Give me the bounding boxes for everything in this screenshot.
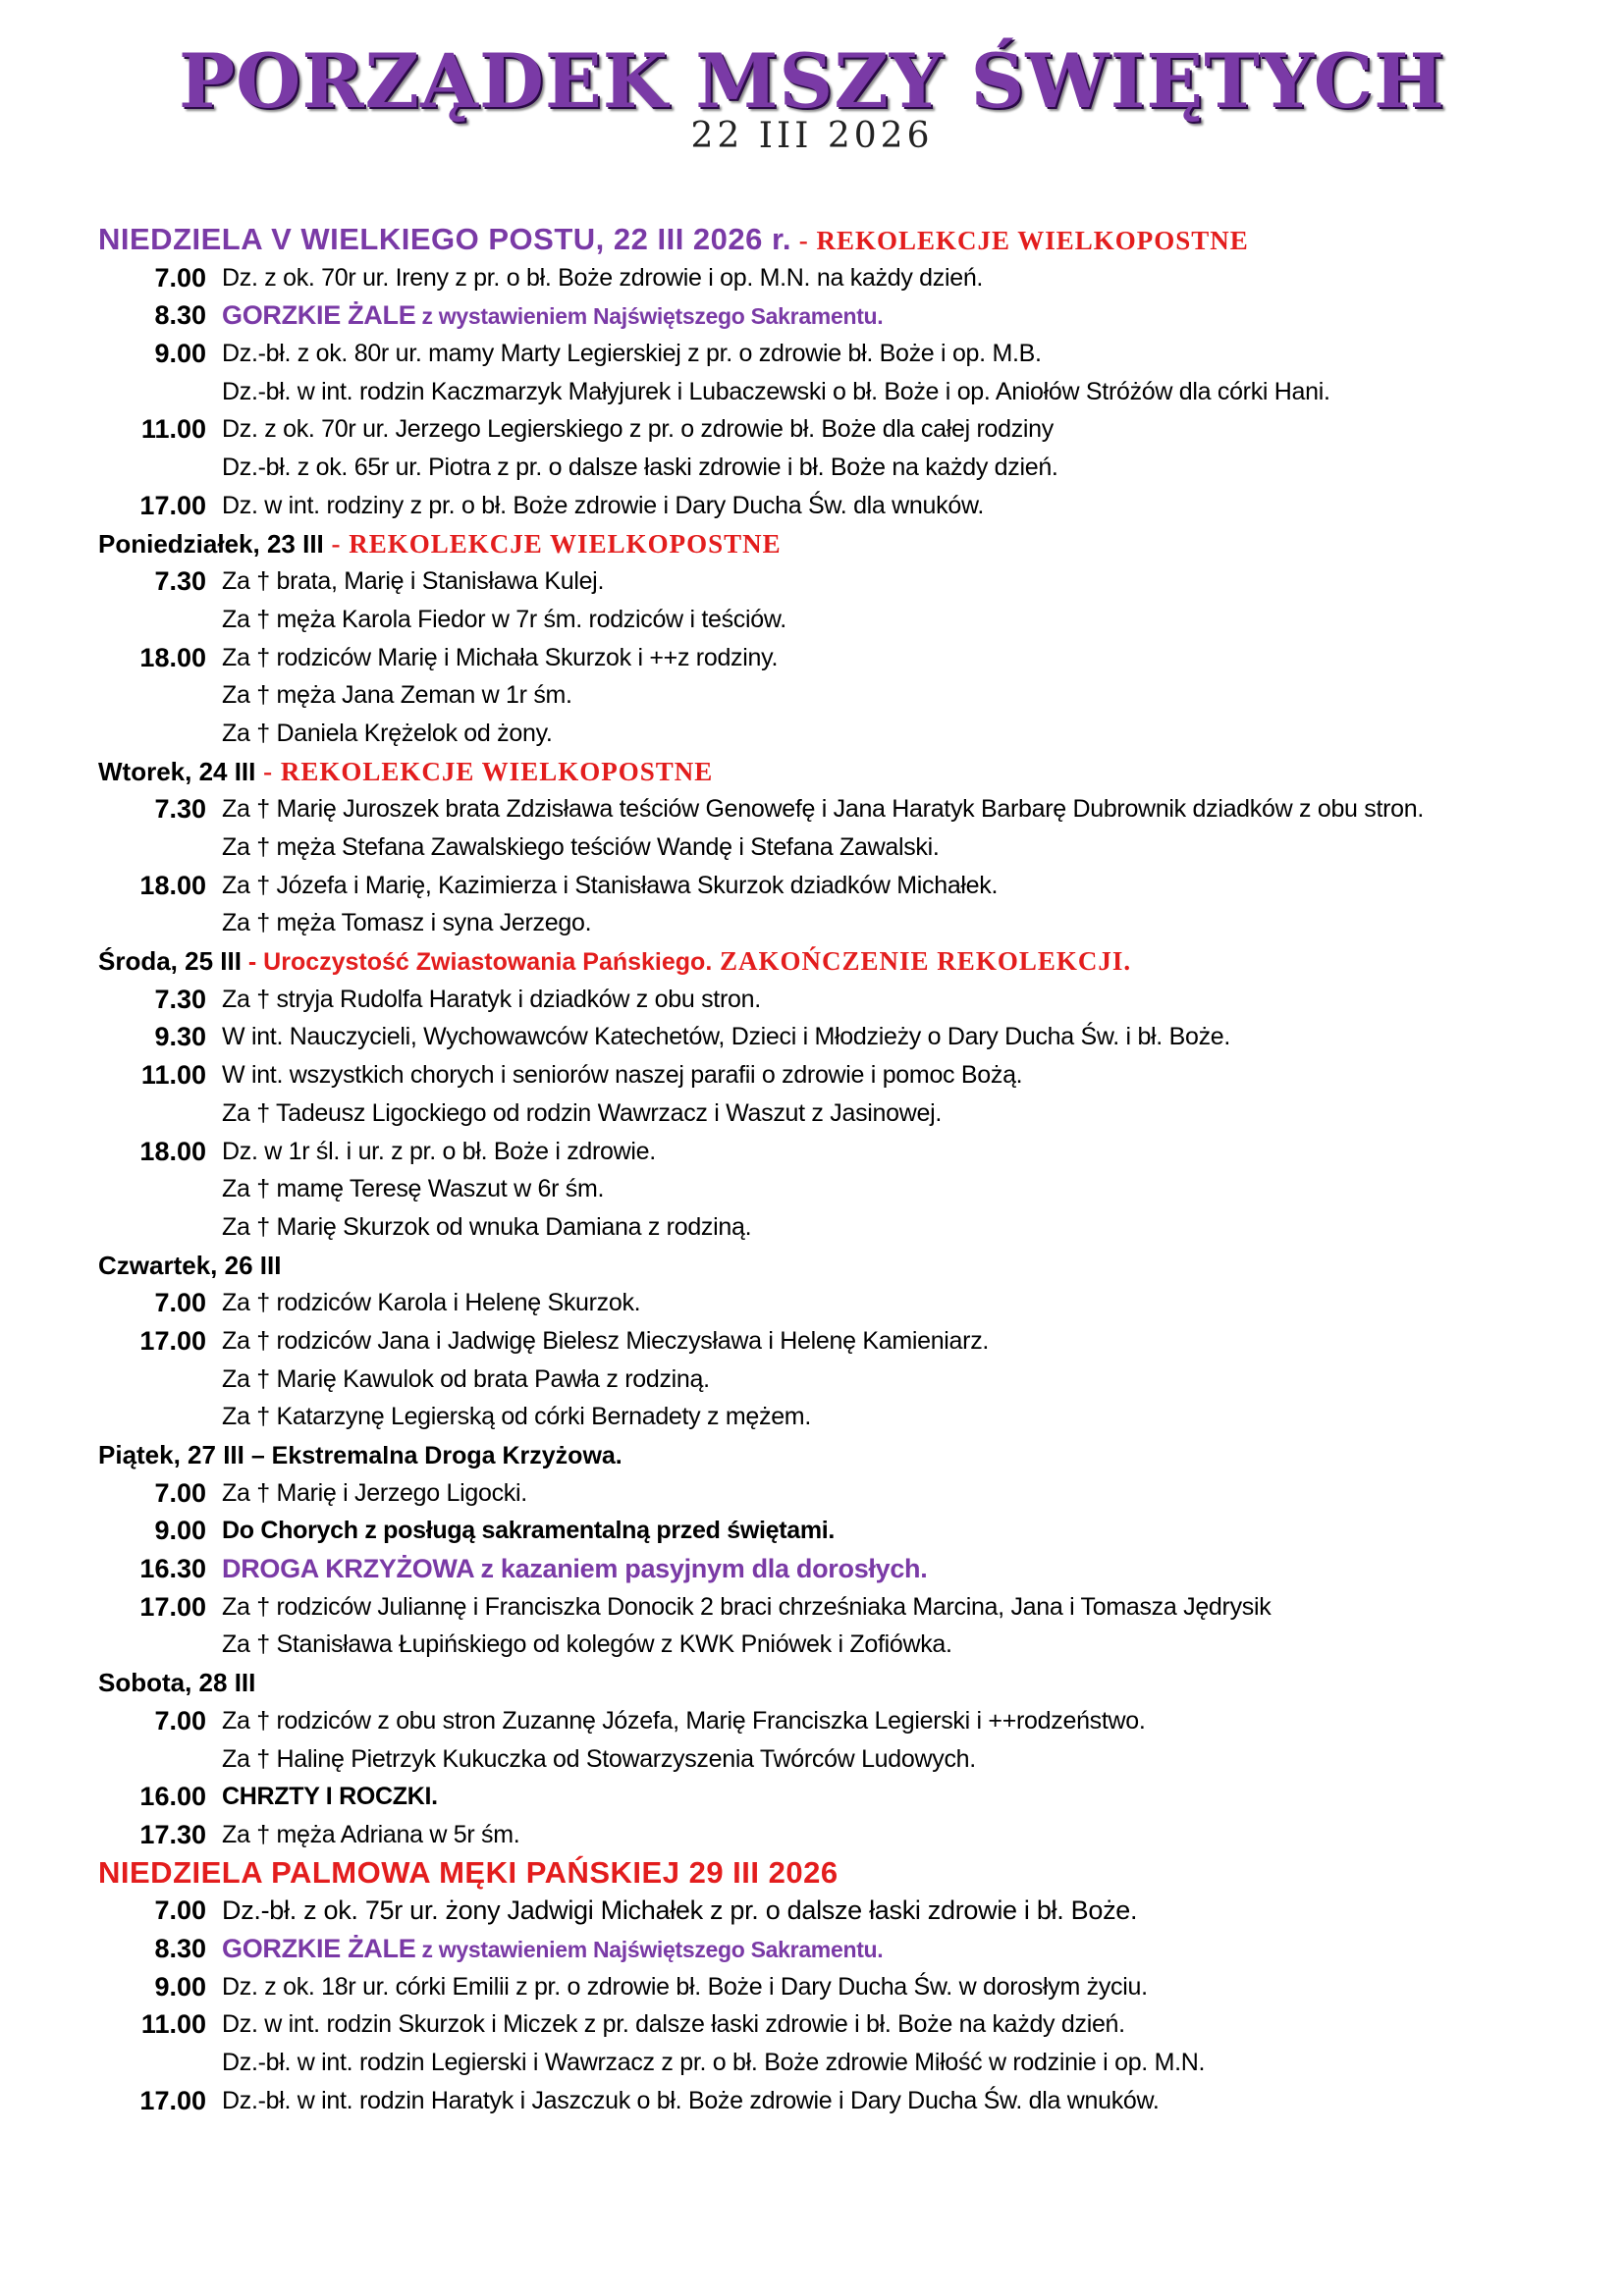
mass-time: 17.00 (139, 2085, 206, 2115)
mass-intention-text: Za † męża Tomasz i syna Jerzego. (222, 909, 592, 937)
mass-intention-text: Dz.-bł. z ok. 65r ur. Piotra z pr. o dalsze łaski zdrowie i bł. Boże na każdy dzień. (222, 454, 1058, 482)
mass-intention-text: Za † męża Jana Zeman w 1r śm. (222, 681, 572, 710)
mass-intention-text: Za † Tadeusz Ligockiego od rodzin Wawrzacz i Waszut z Jasinowej. (222, 1098, 942, 1127)
day-label: Piątek, 27 III (98, 1440, 244, 1469)
mass-intention-text: Za † męża Karola Fiedor w 7r śm. rodziców i teściów. (222, 605, 786, 633)
mass-intention (222, 1550, 927, 1588)
mass-entry (98, 1398, 1591, 1436)
mass-intention (222, 1512, 835, 1550)
mass-time: 18.00 (139, 1136, 206, 1166)
mass-entry (98, 867, 1591, 905)
mass-entry (98, 1322, 1591, 1361)
mass-intention-text: Za † mamę Teresę Waszut w 6r śm. (222, 1175, 605, 1203)
day-label: NIEDZIELA V WIELKIEGO POSTU, 22 III 2026 r. (98, 222, 791, 256)
mass-entry (98, 449, 1591, 487)
mass-intention (222, 1056, 1022, 1095)
day-heading (98, 1854, 1591, 1893)
mass-intention-text: W int. Nauczycieli, Wychowawców Katechetów, Dzieci i Młodzieży o Dary Ducha Św. i bł. Boże. (222, 1023, 1231, 1051)
mass-intention-text: GORZKIE ŻALE (222, 300, 416, 331)
mass-intention-text: Za † męża Adriana w 5r śm. (222, 1820, 520, 1848)
mass-schedule (98, 221, 1591, 2119)
mass-time: 7.30 (154, 794, 206, 825)
mass-intention-text: Dz. z ok. 70r ur. Ireny z pr. o bł. Boże zdrowie i op. M.N. na każdy dzień. (222, 263, 984, 292)
mass-intention-text: Do Chorych z posługą sakramentalną przed świętami. (222, 1517, 836, 1545)
day-label: NIEDZIELA PALMOWA MĘKI PAŃSKIEJ 29 III 2026 (98, 1854, 839, 1890)
mass-intention (222, 1816, 519, 1854)
mass-intention-text: GORZKIE ŻALE (222, 1933, 416, 1963)
mass-intention (222, 904, 591, 942)
mass-intention-text: Dz. w int. rodzin Skurzok i Miczek z pr. dalsze łaski zdrowie i bł. Boże na każdy dzień. (222, 2010, 1125, 2039)
day-note: - REKOLEKCJE WIELKOPOSTNE (255, 756, 714, 786)
mass-time: 9.00 (154, 1516, 206, 1546)
mass-intention-text: Za † Marię i Jerzego Ligocki. (222, 1478, 527, 1507)
day-heading (98, 1664, 1591, 1702)
mass-intention (222, 601, 786, 639)
mass-entry (98, 373, 1591, 411)
mass-intention (222, 1133, 656, 1171)
mass-entry (98, 1056, 1591, 1095)
mass-entry (98, 828, 1591, 867)
mass-entry (98, 1740, 1591, 1779)
mass-intention (222, 2044, 1205, 2082)
mass-time: 17.00 (139, 1325, 206, 1356)
day-note: ZAKOŃCZENIE REKOLEKCJI. (712, 946, 1132, 977)
mass-intention-text: Za † stryja Rudolfa Haratyk i dziadków z obu stron. (222, 985, 761, 1013)
mass-entry (98, 1930, 1591, 1968)
mass-entry (98, 981, 1591, 1019)
mass-entry (98, 2044, 1591, 2082)
day-heading (98, 221, 1591, 259)
mass-intention-text: Dz. w 1r śl. i ur. z pr. o bł. Boże i zdrowie. (222, 1137, 656, 1165)
mass-intention-text: Za † rodziców Juliannę i Franciszka Donocik 2 braci chrześniaka Marcina, Jana i Tomasza Jędrysik (222, 1592, 1272, 1621)
mass-entry (98, 1968, 1591, 2006)
mass-entry (98, 601, 1591, 639)
mass-intention (222, 373, 1330, 411)
mass-intention-text: Za † Marię Skurzok od wnuka Damiana z rodziną. (222, 1212, 752, 1241)
mass-time: 11.00 (140, 2009, 206, 2040)
mass-time: 17.00 (139, 1591, 206, 1622)
mass-entry (98, 1550, 1591, 1588)
mass-time: 17.30 (139, 1819, 206, 1849)
mass-entry (98, 1588, 1591, 1627)
mass-entry (98, 1095, 1591, 1133)
mass-intention (222, 828, 940, 867)
mass-time: 7.30 (154, 566, 206, 597)
mass-intention-suffix: z wystawieniem Najświętszego Sakramentu. (415, 1936, 884, 1962)
mass-intention-text: Dz.-bł. w int. rodzin Legierski i Wawrzacz z pr. o bł. Boże zdrowie Miłość w rodzinie i op. M.N. (222, 2049, 1206, 2076)
mass-intention-text: Dz.-bł. z ok. 80r ur. mamy Marty Legierskiej z pr. o zdrowie bł. Boże i op. M.B. (222, 340, 1042, 368)
mass-intention-suffix: z wystawieniem Najświętszego Sakramentu. (415, 303, 884, 330)
mass-intention-text: Za † Katarzynę Legierską od córki Bernadety z mężem. (222, 1403, 811, 1431)
mass-intention (222, 2082, 1160, 2120)
mass-time: 11.00 (140, 414, 206, 445)
mass-intention (222, 296, 883, 336)
mass-time: 9.30 (154, 1022, 206, 1052)
mass-entry (98, 2005, 1591, 2044)
mass-entry (98, 1702, 1591, 1740)
mass-intention (222, 1626, 952, 1664)
mass-entry (98, 335, 1591, 373)
mass-entry (98, 1018, 1591, 1056)
day-subnote: - Uroczystość Zwiastowania Pańskiego. (241, 948, 713, 977)
mass-intention (222, 1474, 527, 1513)
mass-intention-text: Za † rodziców z obu stron Zuzannę Józefa, Marię Franciszka Legierski i ++rodzeństwo. (222, 1706, 1146, 1735)
mass-intention (222, 562, 604, 601)
mass-entry (98, 1816, 1591, 1854)
mass-time: 16.30 (139, 1554, 206, 1584)
mass-intention-text: Dz.-bł. z ok. 75r ur. żony Jadwigi Michałek z pr. o dalsze łaski zdrowie i bł. Boże. (222, 1896, 1138, 1926)
mass-intention (222, 487, 984, 525)
mass-intention-text: Za † rodziców Jana i Jadwigę Bielesz Mieczysława i Helenę Kamieniarz. (222, 1326, 990, 1355)
mass-time: 18.00 (139, 642, 206, 672)
mass-entry (98, 1361, 1591, 1399)
day-label: Czwartek, 26 III (98, 1250, 282, 1280)
mass-intention-text: Za † Marię Kawulok od brata Pawła z rodziną. (222, 1364, 710, 1393)
mass-time: 9.00 (154, 339, 206, 369)
mass-intention-text: Za † Stanisława Łupińskiego od kolegów z KWK Pniówek i Zofiówka. (222, 1630, 952, 1659)
mass-intention-text: Za † Halinę Pietrzyk Kukuczka od Stowarzyszenia Twórców Ludowych. (222, 1744, 976, 1773)
day-heading (98, 942, 1591, 981)
mass-intention (222, 790, 1424, 828)
mass-intention-text: Dz. z ok. 18r ur. córki Emilii z pr. o zdrowie bł. Boże i Dary Ducha Św. w dorosłym życiu. (222, 1972, 1148, 2001)
mass-time: 11.00 (140, 1060, 206, 1091)
mass-intention (222, 1095, 942, 1133)
mass-time: 17.00 (139, 490, 206, 520)
mass-intention (222, 2005, 1125, 2044)
mass-entry (98, 1208, 1591, 1247)
mass-time: 7.00 (154, 1477, 206, 1508)
mass-entry (98, 259, 1591, 297)
mass-intention-text: Za † Józefa i Marię, Kazimierza i Stanisława Skurzok dziadków Michałek. (222, 871, 999, 899)
day-label: Wtorek, 24 III (98, 756, 256, 786)
mass-entry (98, 1892, 1591, 1930)
mass-entry (98, 2082, 1591, 2120)
mass-intention-text: W int. wszystkich chorych i seniorów naszej parafii o zdrowie i pomoc Bożą. (222, 1061, 1023, 1090)
day-label: Środa, 25 III (98, 946, 242, 977)
day-note: - REKOLEKCJE WIELKOPOSTNE (790, 226, 1249, 255)
mass-intention (222, 335, 1042, 373)
day-label: Poniedziałek, 23 III (98, 528, 324, 559)
mass-time: 9.00 (154, 1971, 206, 2002)
mass-intention (222, 1892, 1137, 1930)
mass-intention (222, 981, 761, 1019)
mass-entry (98, 1284, 1591, 1322)
mass-intention-text: Za † brata, Marię i Stanisława Kulej. (222, 567, 605, 596)
mass-intention-text: Za † rodziców Marię i Michała Skurzok i ++z rodziny. (222, 643, 779, 671)
mass-intention (222, 1702, 1146, 1740)
mass-intention (222, 1361, 710, 1399)
mass-intention-text: CHRZTY I ROCZKI. (222, 1783, 438, 1811)
mass-intention (222, 1398, 811, 1436)
mass-entry (98, 487, 1591, 525)
mass-intention (222, 1208, 751, 1247)
mass-entry (98, 296, 1591, 335)
page-date: 22 III 2026 (690, 116, 934, 156)
day-heading (98, 1247, 1591, 1285)
mass-entry (98, 790, 1591, 828)
mass-entry (98, 1626, 1591, 1664)
mass-intention (222, 1968, 1148, 2006)
mass-intention-text: DROGA KRZYŻOWA z kazaniem pasyjnym dla dorosłych. (222, 1554, 928, 1584)
mass-intention (222, 1322, 989, 1361)
mass-entry (98, 904, 1591, 942)
mass-entry (98, 1474, 1591, 1513)
mass-time: 7.00 (154, 1705, 206, 1735)
mass-entry (98, 676, 1591, 715)
mass-time: 8.30 (154, 300, 206, 331)
mass-entry (98, 1170, 1591, 1208)
mass-intention (222, 1740, 976, 1779)
mass-entry (98, 410, 1591, 449)
mass-intention (222, 1588, 1271, 1627)
mass-intention-text: Dz. w int. rodziny z pr. o bł. Boże zdrowie i Dary Ducha Św. dla wnuków. (222, 491, 984, 519)
mass-intention-text: Za † Daniela Krężelok od żony. (222, 719, 553, 747)
day-heading (98, 753, 1591, 791)
mass-intention (222, 449, 1058, 487)
mass-intention (222, 676, 572, 715)
mass-intention-text: Dz.-bł. w int. rodzin Kaczmarzyk Małyjurek i Lubaczewski o bł. Boże i op. Aniołów Stróżów dla córki Hani. (222, 377, 1330, 405)
mass-intention (222, 1778, 438, 1816)
mass-intention (222, 1284, 640, 1322)
mass-intention-text: Za † rodziców Karola i Helenę Skurzok. (222, 1289, 641, 1317)
mass-entry (98, 715, 1591, 753)
day-note: – Ekstremalna Droga Krzyżowa. (244, 1442, 623, 1469)
mass-entry (98, 639, 1591, 677)
mass-time: 7.30 (154, 984, 206, 1014)
mass-intention-text: Za † Marię Juroszek brata Zdzisława teściów Genowefę i Jana Haratyk Barbarę Dubrownik dziadków z obu stron. (222, 795, 1425, 824)
mass-intention (222, 867, 998, 905)
mass-time: 7.00 (154, 1288, 206, 1318)
mass-entry (98, 562, 1591, 601)
mass-intention (222, 715, 553, 753)
mass-time: 18.00 (139, 870, 206, 900)
day-heading (98, 1436, 1591, 1474)
mass-time: 8.30 (154, 1933, 206, 1963)
day-label: Sobota, 28 III (98, 1668, 256, 1698)
day-heading (98, 525, 1591, 563)
page-title: PORZĄDEK MSZY ŚWIĘTYCH (179, 37, 1445, 125)
mass-entry (98, 1133, 1591, 1171)
mass-time: 16.00 (139, 1782, 206, 1812)
mass-intention (222, 639, 778, 677)
mass-intention (222, 259, 983, 297)
mass-time: 7.00 (154, 262, 206, 293)
mass-time: 7.00 (154, 1896, 206, 1926)
mass-entry (98, 1778, 1591, 1816)
mass-intention-text: Dz. z ok. 70r ur. Jerzego Legierskiego z pr. o zdrowie bł. Boże dla całej rodziny (222, 415, 1054, 444)
mass-intention-text: Dz.-bł. w int. rodzin Haratyk i Jaszczuk o bł. Boże zdrowie i Dary Ducha Św. dla wnuków. (222, 2086, 1160, 2114)
mass-intention (222, 1018, 1230, 1056)
mass-intention (222, 1930, 883, 1969)
mass-intention-text: Za † męża Stefana Zawalskiego teściów Wandę i Stefana Zawalski. (222, 833, 940, 861)
mass-intention (222, 1170, 604, 1208)
mass-entry (98, 1512, 1591, 1550)
day-note: - REKOLEKCJE WIELKOPOSTNE (323, 528, 782, 559)
mass-intention (222, 410, 1054, 449)
